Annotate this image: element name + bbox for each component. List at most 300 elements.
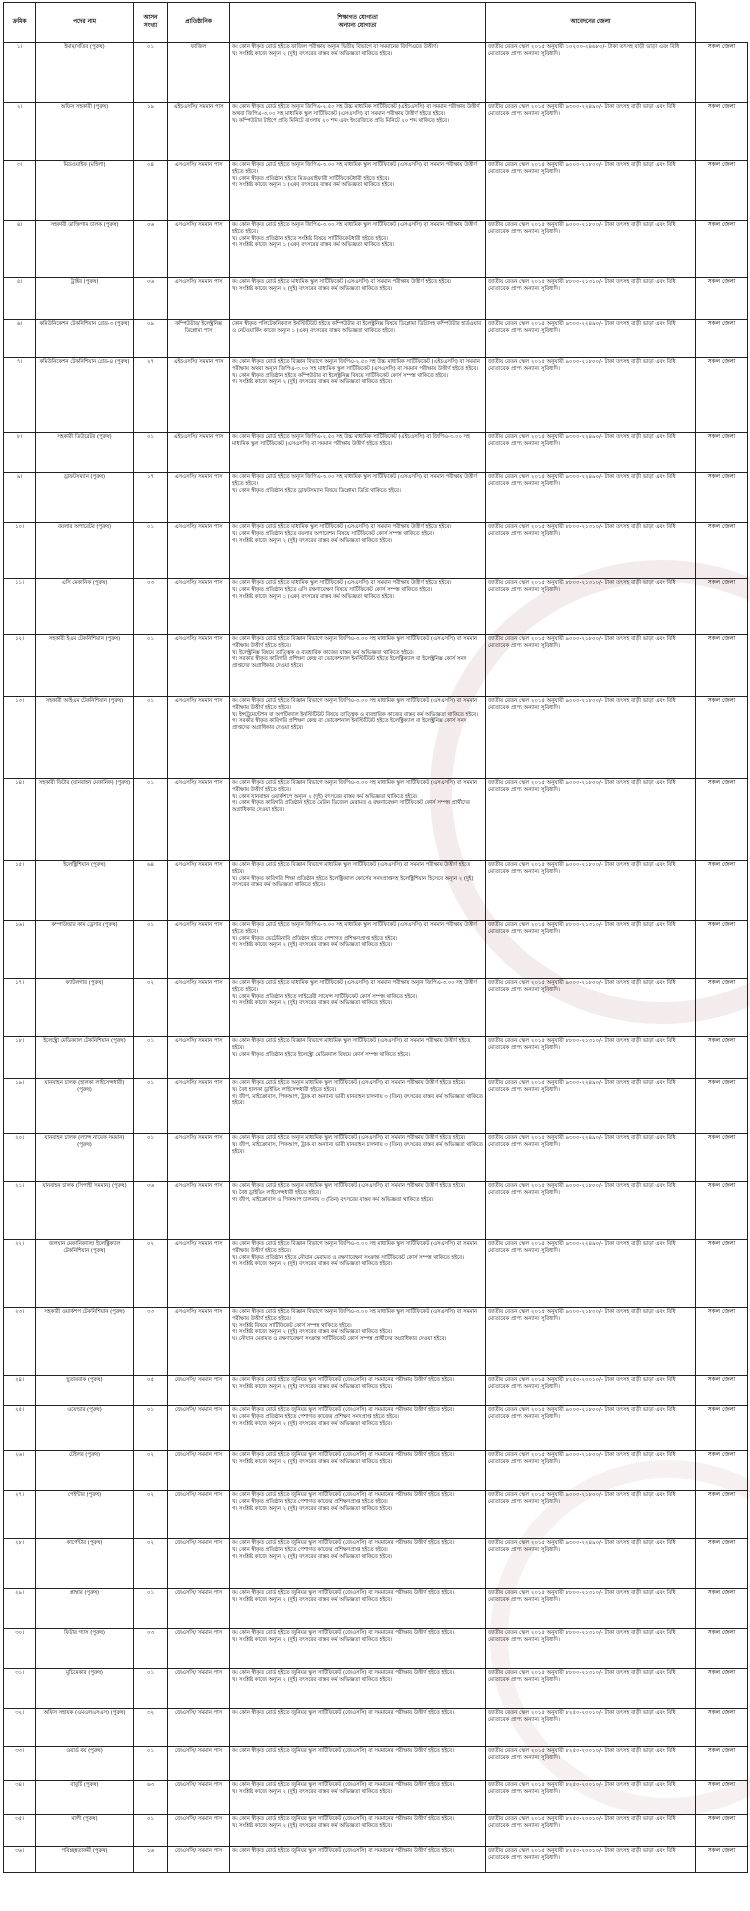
institutional-cell: জেএসসি/ সমমান পাস bbox=[168, 1539, 230, 1589]
seats-cell: ০১ bbox=[134, 1747, 168, 1781]
qualification-cell bbox=[230, 473, 486, 523]
post-name-cell: সহকারী ইএম টেকনিশিয়ান (পুরুষ) bbox=[36, 635, 134, 697]
post-name-cell: মিডওয়াইফ (মহিলা) bbox=[36, 161, 134, 221]
salary-cell: জাতীয় বেতন স্কেল ২০১৫ অনুযায়ী ৯০০০-২১৮০০/- টাকা তৎসহ বাড়ী ভাড়া এবং বিধি মোতাবেক প্রাপ্য অন্যান্য সুবিধাদি। bbox=[486, 779, 696, 861]
qualification-cell bbox=[230, 1376, 486, 1406]
table-row bbox=[4, 43, 748, 103]
district-cell: সকল জেলা bbox=[696, 635, 748, 697]
post-name-cell: কার্পেন্টার (পুরুষ) bbox=[36, 1539, 134, 1589]
salary-cell: জাতীয় বেতন স্কেল ২০১৫ অনুযায়ী ৮৮০০-২১৩১০/- টাকা তৎসহ বাড়ী ভাড়া এবং বিধি মোতাবেক প্রাপ্য অন্যান্য সুবিধাদি। bbox=[486, 1669, 696, 1709]
salary-cell: জাতীয় বেতন স্কেল ২০১৫ অনুযায়ী ৮২৫০-২০০১০/- টাকা তৎসহ বাড়ী ভাড়া এবং বিধি মোতাবেক প্রাপ্য অন্যান্য সুবিধাদি। bbox=[486, 1376, 696, 1406]
salary-cell: জাতীয় বেতন স্কেল ২০১৫ অনুযায়ী ৯৩০০-২২৪৯০/- টাকা তৎসহ বাড়ী ভাড়া এবং বিধি মোতাবেক প্রাপ্য অন্যান্য সুবিধাদি। bbox=[486, 103, 696, 161]
serial-cell: ১২। bbox=[4, 635, 36, 697]
post-name-cell: অফিস সহায়ক (এমএলএসএস) (পুরুষ) bbox=[36, 1709, 134, 1747]
institutional-cell: এইচএসসি/ সমমান পাস bbox=[168, 103, 230, 161]
table-row bbox=[4, 1406, 748, 1451]
table-row bbox=[4, 861, 748, 921]
qualification-line: খ। কোন স্বীকৃত প্রতিষ্ঠান হইতে বয়লার অপারেশন বিষয়ে সার্টিফিকেট কোর্স সম্পন্ন থাকিতে হইবে। bbox=[232, 530, 434, 537]
qualification-line: ক। কোন স্বীকৃত বোর্ড হইতে অন্যূন মাধ্যমিক স্কুল সার্টিফিকেট (এসএসসি) বা সমমান পরীক্ষায় উত্তীর্ণ হইতে হইবে। bbox=[232, 1183, 466, 1190]
post-name-cell: ইলেক্ট্রিশিয়ান (পুরুষ) bbox=[36, 861, 134, 921]
post-name-cell: জলযান মেকানিক্যাল/ ইলেক্ট্রিক্যাল টেকনিশিয়ান (পুরুষ) bbox=[36, 1240, 134, 1308]
serial-cell: ১০। bbox=[4, 523, 36, 579]
qualification-line: খ। সংশ্লিষ্ট বিষয়ে সার্টিফিকেট কোর্স সম্পন্ন থাকিতে হইবে। bbox=[232, 1322, 352, 1329]
qualification-cell bbox=[230, 278, 486, 320]
table-row bbox=[4, 473, 748, 523]
serial-cell: ১৭। bbox=[4, 979, 36, 1037]
district-cell: সকল জেলা bbox=[696, 161, 748, 221]
qualification-line: গ। সরকার স্বীকৃত কারিগরি প্রশিক্ষণ কেন্দ্র বা ভোকেশনাল ইনস্টিটিউট হইতে ইলেক্ট্রিক্যাল বা ইলেক্ট্রনিক্স কোর্স সনদ প্রাপ্তদের অগ্রাধিকার দেওয়া হইবে। bbox=[232, 718, 467, 732]
qualification-line: ক। কোন স্বীকৃত বোর্ড হইতে বিজ্ঞান বিভাগে অন্যূন জিপিএ-৩.০০ সহ মাধ্যমিক স্কুল সার্টিফিকেট (এসএসসি) বা সমমান পরীক্ষায় উত্তীর্ণ হইতে হইবে। bbox=[232, 698, 478, 711]
qualification-line: ক। কোন স্বীকৃত বোর্ড হইতে মাধ্যমিক স্কুল সার্টিফিকেট (এসএসসি) বা সমমান পরীক্ষায় অন্যূন জিপিএ-৩.০০ সহ উত্তীর্ণ হইতে হইবে। bbox=[232, 980, 477, 993]
seats-cell: ১৯ bbox=[134, 103, 168, 161]
qualification-line: খ। সংশ্লিষ্ট কাজে অন্যূন ২ (দুই) বৎসরের বাস্তব কর্ম অভিজ্ঞতা থাকিতে হইবে। bbox=[232, 1822, 393, 1829]
serial-cell: ২৯। bbox=[4, 1589, 36, 1629]
qualification-line: গ। কোন স্বীকৃত কারিগরি প্রতিষ্ঠান হইতে মেরিন ডিজেল মেরামত ও রক্ষণাবেক্ষণ সার্টিফিকেট কোর্স সম্পন্ন প্রার্থীদের অগ্রাধিকার দেওয়া হইবে। bbox=[232, 800, 470, 814]
qualification-line: খ। সংশ্লিষ্ট কাজে অন্যূন ২ (দুই) বৎসরের বাস্তব কর্ম অভিজ্ঞতা থাকিতে হইবে। bbox=[232, 1383, 393, 1390]
district-cell: সকল জেলা bbox=[696, 1781, 748, 1815]
seats-cell: ০১ bbox=[134, 523, 168, 579]
qualification-line: গ। সংশ্লিষ্ট কাজে অন্যূন ২ (দুই) বৎসরের বাস্তব কর্ম অভিজ্ঞতা থাকিতে হইবে। bbox=[232, 1553, 393, 1560]
qualification-line: খ। সংশ্লিষ্ট কাজে অন্যূন ২ (দুই) বৎসরের বাস্তব কর্ম অভিজ্ঞতা থাকিতে হইবে। bbox=[232, 285, 393, 292]
qualification-line: ক। কোন স্বীকৃত বোর্ড হইতে বিজ্ঞান বিভাগে অন্যূন জিপিএ-৩.০০ সহ মাধ্যমিক স্কুল সার্টিফিকেট (এসএসসি) বা সমমান পরীক্ষায় উত্তীর্ণ হইতে হইবে। bbox=[232, 1309, 478, 1322]
post-name-cell: সহকারী আইএম টেকনিশিয়ান (পুরুষ) bbox=[36, 697, 134, 779]
table-body bbox=[4, 43, 748, 1873]
seats-cell: ০২ bbox=[134, 979, 168, 1037]
post-name-cell: ট্রাক্টর (পুরুষ) bbox=[36, 278, 134, 320]
institutional-cell: জেএসসি/ সমমান পাস bbox=[168, 1406, 230, 1451]
district-cell: সকল জেলা bbox=[696, 861, 748, 921]
table-row bbox=[4, 1781, 748, 1815]
institutional-cell: ফাজিল bbox=[168, 43, 230, 103]
institutional-cell: জেএসসি/ সমমান পাস bbox=[168, 1847, 230, 1873]
post-name-cell: কমিউনিকেশন টেকনিশিয়ান গ্রেড-৩ (পুরুষ) bbox=[36, 320, 134, 358]
post-name-cell: বয়লার অপারেটর (পুরুষ) bbox=[36, 523, 134, 579]
institutional-cell: এসএসসি/ সমমান পাস bbox=[168, 979, 230, 1037]
serial-cell: ২৬। bbox=[4, 1451, 36, 1491]
post-name-cell: যানবাহন চালক (হালকা লাইসেন্সধারী) (পুরুষ) bbox=[36, 1079, 134, 1134]
header-other-qualification-label: অন্যান্য যোগ্যতা bbox=[338, 22, 377, 29]
seats-cell: ০১ bbox=[134, 1589, 168, 1629]
qualification-cell bbox=[230, 579, 486, 635]
qualification-line: খ। কোন স্বীকৃত প্রতিষ্ঠান হইতে পেশাগত কাজের প্রশিক্ষণপ্রাপ্ত হইতে হইবে। bbox=[232, 1546, 388, 1553]
header-district: আবেদনের জেলা bbox=[486, 3, 696, 43]
salary-cell: জাতীয় বেতন স্কেল ২০১৫ অনুযায়ী ৮৮০০-২১৩১০/- টাকা তৎসহ বাড়ী ভাড়া এবং বিধি মোতাবেক প্রাপ্য অন্যান্য সুবিধাদি। bbox=[486, 523, 696, 579]
post-name-cell: সহকারী ডাক্তিগাম চালক (পুরুষ) bbox=[36, 221, 134, 278]
qualification-cell bbox=[230, 1629, 486, 1669]
qualification-cell bbox=[230, 1747, 486, 1781]
institutional-cell: জেএসসি/ সমমান পাস bbox=[168, 1815, 230, 1847]
district-cell: সকল জেলা bbox=[696, 473, 748, 523]
district-cell: সকল জেলা bbox=[696, 1709, 748, 1747]
qualification-cell bbox=[230, 1182, 486, 1240]
qualification-cell bbox=[230, 1589, 486, 1629]
table-row bbox=[4, 1134, 748, 1182]
qualification-line: গ। সংশ্লিষ্ট কাজে অন্যূন ২ (দুই) বৎসরের বাস্তব কর্ম অভিজ্ঞতা থাকিতে হইবে। bbox=[232, 537, 393, 544]
qualification-line: খ। কোন স্বীকৃত প্রতিষ্ঠান হইতে ইলেক্ট্রো মেডিক্যাল বিষয়ে কোর্স সম্পন্ন থাকিতে হইবে। bbox=[232, 1051, 410, 1058]
qualification-line: খ। কোন স্বীকৃত প্রতিষ্ঠান হইতে পেশাগত কাজের প্রশিক্ষণ সনদপ্রাপ্ত হইতে হইবে। bbox=[232, 1413, 399, 1420]
district-cell: সকল জেলা bbox=[696, 523, 748, 579]
institutional-cell: জেএসসি/ সমমান পাস bbox=[168, 1376, 230, 1406]
table-row bbox=[4, 1451, 748, 1491]
post-name-cell: ছুতারবাক (পুরুষ) bbox=[36, 1376, 134, 1406]
salary-cell: জাতীয় বেতন স্কেল ২০১৫ অনুযায়ী ৯৩০০-২২৪৯০/- টাকা তৎসহ বাড়ী ভাড়া এবং বিধি মোতাবেক প্রাপ্য অন্যান্য সুবিধাদি। bbox=[486, 1240, 696, 1308]
seats-cell: ০১ bbox=[134, 1669, 168, 1709]
post-name-cell: মালী (পুরুষ) bbox=[36, 1815, 134, 1847]
qualification-cell bbox=[230, 1451, 486, 1491]
qualification-cell bbox=[230, 320, 486, 358]
qualification-line: ক। কোন স্বীকৃত বোর্ড হইতে অন্যূন জিপিএ-২.৫০ সহ উচ্চ মাধ্যমিক সার্টিফিকেট (এইচএসসি) বা জিপিএ-৩.০০ সহ মাধ্যমিক স্কুল সার্টিফিকেট (এসএসসি) বা সমমান পরীক্ষায় উত্তীর্ণ হইতে হইবে। bbox=[232, 434, 470, 447]
qualification-cell bbox=[230, 161, 486, 221]
qualification-line: খ। ইলেক্ট্রনিক্স বিষয়ে তাত্ত্বিক ও ব্যবহারিক কাজের বাস্তব কর্ম অভিজ্ঞতা থাকিতে হইবে। bbox=[232, 649, 414, 656]
qualification-line: ক। কোন স্বীকৃত বোর্ড হইতে মাধ্যমিক স্কুল সার্টিফিকেট (এসএসসি) বা সমমান পরীক্ষায় উত্তীর্ণ হইতে হইবে। bbox=[232, 580, 452, 587]
qualification-line: খ। কোন স্বীকৃত প্রতিষ্ঠান হইতে এসি রক্ষণাবেক্ষণ বিষয়ে সার্টিফিকেট কোর্স সম্পন্ন থাকিতে হইবে। bbox=[232, 586, 432, 593]
salary-cell: জাতীয় বেতন স্কেল ২০১৫ অনুযায়ী ৯০০০-২১৮০০/- টাকা তৎসহ বাড়ী ভাড়া এবং বিধি মোতাবেক প্রাপ্য অন্যান্য সুবিধাদি। bbox=[486, 358, 696, 433]
qualification-line: ক। কোন স্বীকৃত বোর্ড হইতে অন্যূন জিপিএ-৩.০০ সহ মাধ্যমিক স্কুল সার্টিফিকেট (এসএসসি) বা সমমান পরীক্ষায় উত্তীর্ণ হইতে হইবে। bbox=[232, 162, 477, 175]
seats-cell: ০৩ bbox=[134, 579, 168, 635]
post-name-cell: ড্রাফটসম্যান (পুরুষ) bbox=[36, 473, 134, 523]
qualification-line: ক। কোন স্বীকৃত বোর্ড হইতে জুনিয়র স্কুল সার্টিফিকেট (জেএসসি) বা সমমানের পরীক্ষায় উত্তীর্ণ হইতে হইবে। bbox=[232, 1748, 454, 1755]
qualification-line: ক। কোন স্বীকৃত বোর্ড হইতে অন্যূন মাধ্যমিক স্কুল সার্টিফিকেট (এসএসসি) বা সমমান পরীক্ষায় উত্তীর্ণ হইতে হইবে। bbox=[232, 1080, 466, 1087]
qualification-cell bbox=[230, 523, 486, 579]
institutional-cell: এসএসসি/ সমমান পাস bbox=[168, 635, 230, 697]
post-name-cell: ইলেক্ট্রো মেডিক্যাল টেকনিশিয়ান (পুরুষ) bbox=[36, 1037, 134, 1079]
institutional-cell: এসএসসি/ সমমান পাস bbox=[168, 921, 230, 979]
salary-cell: জাতীয় বেতন স্কেল ২০১৫ অনুযায়ী ১০২০০-২৪৬৮০/- টাকা তৎসহ বাড়ী ভাড়া এবং বিধি মোতাবেক প্রাপ্য অন্যান্য সুবিধাদি। bbox=[486, 43, 696, 103]
district-cell: সকল জেলা bbox=[696, 1539, 748, 1589]
salary-cell: জাতীয় বেতন স্কেল ২০১৫ অনুযায়ী ৮৮০০-২১৩১০/- টাকা তৎসহ বাড়ী ভাড়া এবং বিধি মোতাবেক প্রাপ্য অন্যান্য সুবিধাদি। bbox=[486, 579, 696, 635]
serial-cell: ২৩। bbox=[4, 1308, 36, 1376]
institutional-cell: এসএসসি/ সমমান পাস bbox=[168, 523, 230, 579]
qualification-line: খ। সংশ্লিষ্ট কাজে অন্যূন ২ (দুই) বৎসরের বাস্তব কর্ম অভিজ্ঞতা থাকিতে হইবে। bbox=[232, 1788, 393, 1795]
qualification-line: গ। সংশ্লিষ্ট কাজে অন্যূন ২ (দুই) বৎসরের বাস্তব কর্ম অভিজ্ঞতা থাকিতে হইবে। bbox=[232, 1329, 393, 1336]
qualification-line: খ। সংশ্লিষ্ট কাজে অন্যূন ২ (দুই) বৎসরের বাস্তব কর্ম অভিজ্ঞতা থাকিতে হইবে। bbox=[232, 50, 393, 57]
table-row bbox=[4, 161, 748, 221]
qualification-line: ক। কোন স্বীকৃত বোর্ড হইতে বিজ্ঞান বিভাগে মাধ্যমিক স্কুল সার্টিফিকেট (এসএসসি) বা সমমান পরীক্ষায় উত্তীর্ণ হইতে হইবে। bbox=[232, 862, 471, 875]
qualification-line: ক। কোন স্বীকৃত বোর্ড হইতে জুনিয়র স্কুল সার্টিফিকেট (জেএসসি) বা সমমানের পরীক্ষায় উত্তীর্ণ হইতে হইবে। bbox=[232, 1407, 454, 1414]
post-name-cell: সহকারী ফিটার (যানবাহন মেকানিক) (পুরুষ) bbox=[36, 779, 134, 861]
seats-cell: ০১ bbox=[134, 921, 168, 979]
seats-cell: ০২ bbox=[134, 1240, 168, 1308]
seats-cell: ০১ bbox=[134, 43, 168, 103]
salary-cell: জাতীয় বেতন স্কেল ২০১৫ অনুযায়ী ৯০০০-২১৮০০/- টাকা তৎসহ বাড়ী ভাড়া এবং বিধি মোতাবেক প্রাপ্য অন্যান্য সুবিধাদি। bbox=[486, 1491, 696, 1539]
table-row bbox=[4, 1308, 748, 1376]
post-name-cell: যানবাহন চালক (সিপাহী সমমান) (পুরুষ) bbox=[36, 1182, 134, 1240]
qualification-cell bbox=[230, 635, 486, 697]
header-post-name: পদের নাম bbox=[36, 3, 134, 43]
qualification-cell bbox=[230, 979, 486, 1037]
institutional-cell: জেএসসি/ সমমান পাস bbox=[168, 1781, 230, 1815]
qualification-cell bbox=[230, 1134, 486, 1182]
seats-cell: ০২ bbox=[134, 1539, 168, 1589]
district-cell: সকল জেলা bbox=[696, 43, 748, 103]
district-cell: সকল জেলা bbox=[696, 697, 748, 779]
table-row bbox=[4, 1589, 748, 1629]
salary-cell: জাতীয় বেতন স্কেল ২০১৫ অনুযায়ী ৮২৫০-২০০১০/- টাকা তৎসহ বাড়ী ভাড়া এবং বিধি মোতাবেক প্রাপ্য অন্যান্য সুবিধাদি। bbox=[486, 1781, 696, 1815]
serial-cell: ৩০। bbox=[4, 1629, 36, 1669]
salary-cell: জাতীয় বেতন স্কেল ২০১৫ অনুযায়ী ৮৮০০-২১৩১০/- টাকা তৎসহ বাড়ী ভাড়া এবং বিধি মোতাবেক প্রাপ্য অন্যান্য সুবিধাদি। bbox=[486, 1037, 696, 1079]
header-institutional: প্রাতিষ্ঠানিক bbox=[168, 3, 230, 43]
institutional-cell: জেএসসি/ সমমান পাস bbox=[168, 1629, 230, 1669]
table-row bbox=[4, 1669, 748, 1709]
institutional-cell: এইচএসসি/ সমমান পাস bbox=[168, 358, 230, 433]
seats-cell: ০৪ bbox=[134, 161, 168, 221]
salary-cell: জাতীয় বেতন স্কেল ২০১৫ অনুযায়ী ৯৩০০-২২৪৯০/- টাকা তৎসহ বাড়ী ভাড়া এবং বিধি মোতাবেক প্রাপ্য অন্যান্য সুবিধাদি। bbox=[486, 473, 696, 523]
salary-cell: জাতীয় বেতন স্কেল ২০১৫ অনুযায়ী ৮৮০০-২১৩১০/- টাকা তৎসহ বাড়ী ভাড়া এবং বিধি মোতাবেক প্রাপ্য অন্যান্য সুবিধাদি। bbox=[486, 921, 696, 979]
qualification-line: গ। সংশ্লিষ্ট কাজে অন্যূন ১ (এক) বৎসরের বাস্তব কর্ম অভিজ্ঞতা থাকিতে হইবে। bbox=[232, 593, 395, 600]
qualification-cell bbox=[230, 221, 486, 278]
district-cell: সকল জেলা bbox=[696, 1815, 748, 1847]
qualification-line: ক। কোন স্বীকৃত বোর্ড হইতে বিজ্ঞান বিভাগে মাধ্যমিক স্কুল সার্টিফিকেট (এসএসসি) বা সমমান পরীক্ষায় উত্তীর্ণ হইতে হইবে। bbox=[232, 1038, 471, 1051]
post-name-cell: ফিটার গ্যাস (পুরুষ) bbox=[36, 1629, 134, 1669]
post-name-cell: ক্যাটলগার (পুরুষ) bbox=[36, 979, 134, 1037]
district-cell: সকল জেলা bbox=[696, 1134, 748, 1182]
district-cell: সকল জেলা bbox=[696, 579, 748, 635]
serial-cell: ৪। bbox=[4, 221, 36, 278]
post-name-cell: প্লাম্বার (পুরুষ) bbox=[36, 1589, 134, 1629]
table-row bbox=[4, 1539, 748, 1589]
serial-cell: ৩। bbox=[4, 161, 36, 221]
institutional-cell: জেএসসি/ সমমান পাস bbox=[168, 1589, 230, 1629]
salary-cell: জাতীয় বেতন স্কেল ২০১৫ অনুযায়ী ৮২৫০-২০০১০/- টাকা তৎসহ বাড়ী ভাড়া এবং বিধি মোতাবেক প্রাপ্য অন্যান্য সুবিধাদি। bbox=[486, 1847, 696, 1873]
institutional-cell: জেএসসি/ সমমান পাস bbox=[168, 1747, 230, 1781]
post-name-cell: পরিচ্ছন্নতাকর্মী (পুরুষ) bbox=[36, 1847, 134, 1873]
district-cell: সকল জেলা bbox=[696, 1182, 748, 1240]
serial-cell: ১৯। bbox=[4, 1079, 36, 1134]
qualification-cell bbox=[230, 1539, 486, 1589]
qualification-cell bbox=[230, 1669, 486, 1709]
qualification-line: খ। বৈধ হালকা ড্রাইভিং লাইসেন্সধারী হইতে হইবে। bbox=[232, 1086, 337, 1093]
salary-cell: জাতীয় বেতন স্কেল ২০১৫ অনুযায়ী ৮২৫০-২০০১০/- টাকা তৎসহ বাড়ী ভাড়া এবং বিধি মোতাবেক প্রাপ্য অন্যান্য সুবিধাদি। bbox=[486, 1709, 696, 1747]
salary-cell: জাতীয় বেতন স্কেল ২০১৫ অনুযায়ী ৮৮০০-২১৩১০/- টাকা তৎসহ বাড়ী ভাড়া এবং বিধি মোতাবেক প্রাপ্য অন্যান্য সুবিধাদি। bbox=[486, 278, 696, 320]
qualification-line: ক। কোন স্বীকৃত বোর্ড হইতে জুনিয়র স্কুল সার্টিফিকেট (জেএসসি) বা সমমানের পরীক্ষায় উত্তীর্ণ হইতে হইবে। bbox=[232, 1452, 454, 1459]
qualification-line: গ। সংশ্লিষ্ট কাজে অন্যূন ২ (দুই) বৎসরের বাস্তব কর্ম অভিজ্ঞতা থাকিতে হইবে। bbox=[232, 1000, 393, 1007]
district-cell: সকল জেলা bbox=[696, 320, 748, 358]
district-cell: সকল জেলা bbox=[696, 1037, 748, 1079]
qualification-line: গ। সংশ্লিষ্ট কাজে অন্যূন ১ (এক) বৎসরের বাস্তব কর্ম অভিজ্ঞতা থাকিতে হইবে। bbox=[232, 182, 395, 189]
salary-cell: জাতীয় বেতন স্কেল ২০১৫ অনুযায়ী ৯০০০-২১৮০০/- টাকা তৎসহ বাড়ী ভাড়া এবং বিধি মোতাবেক প্রাপ্য অন্যান্য সুবিধাদি। bbox=[486, 1451, 696, 1491]
post-name-cell: সহকারী ডিউরেটর (পুরুষ) bbox=[36, 433, 134, 473]
table-row bbox=[4, 278, 748, 320]
seats-cell: ০৩ bbox=[134, 1629, 168, 1669]
qualification-line: ক। কোন স্বীকৃত বোর্ড হইতে বিজ্ঞান বিভাগে অন্যূন জিপিএ-৩.০০ সহ মাধ্যমিক স্কুল সার্টিফিকেট (এসএসসি) বা সমমান পরীক্ষায় উত্তীর্ণ হইতে হইবে। bbox=[232, 636, 478, 649]
seats-cell: ১৭ bbox=[134, 473, 168, 523]
qualification-line: খ। সংশ্লিষ্ট কাজে অন্যূন ২ (দুই) বৎসরের বাস্তব কর্ম অভিজ্ঞতা থাকিতে হইবে। bbox=[232, 1458, 393, 1465]
salary-cell: জাতীয় বেতন স্কেল ২০১৫ অনুযায়ী ৯০০০-২১৮০০/- টাকা তৎসহ বাড়ী ভাড়া এবং বিধি মোতাবেক প্রাপ্য অন্যান্য সুবিধাদি। bbox=[486, 635, 696, 697]
salary-cell: জাতীয় বেতন স্কেল ২০১৫ অনুযায়ী ৯৩০০-২২৪৯০/- টাকা তৎসহ বাড়ী ভাড়া এবং বিধি মোতাবেক প্রাপ্য অন্যান্য সুবিধাদি। bbox=[486, 1079, 696, 1134]
qualification-cell bbox=[230, 358, 486, 433]
qualification-line: ক। কোন স্বীকৃত বোর্ড হইতে বিজ্ঞান বিভাগে অন্যূন জিপিএ-২.৫০ সহ উচ্চ মাধ্যমিক সার্টিফিকেট (এইচএসসি) বা সমমান পরীক্ষায় অথবা অন্যূন জিপিএ-৩.০০ সহ মাধ্যমিক স্কুল সার্টিফিকেট (এসএসসি) বা সমমান পরীক্ষায় উত্তীর্ণ হইতে হইবে। bbox=[232, 359, 480, 372]
seats-cell: ০৬ bbox=[134, 221, 168, 278]
serial-cell: ২৫। bbox=[4, 1406, 36, 1451]
district-cell: সকল জেলা bbox=[696, 1629, 748, 1669]
salary-cell: জাতীয় বেতন স্কেল ২০১৫ অনুযায়ী ৮২৫০-২০০১০/- টাকা তৎসহ বাড়ী ভাড়া এবং বিধি মোতাবেক প্রাপ্য অন্যান্য সুবিধাদি। bbox=[486, 1815, 696, 1847]
qualification-line: ক। কোন স্বীকৃত বোর্ড হইতে জুনিয়র স্কুল সার্টিফিকেট (জেএসসি) বা সমমানের পরীক্ষায় উত্তীর্ণ হইতে হইবে। bbox=[232, 1492, 454, 1499]
table-row bbox=[4, 1182, 748, 1240]
table-row bbox=[4, 1847, 748, 1873]
institutional-cell: এসএসসি/ সমমান পাস bbox=[168, 221, 230, 278]
serial-cell: ৩৪। bbox=[4, 1781, 36, 1815]
seats-cell: ০১ bbox=[134, 635, 168, 697]
qualification-line: ক। কোন স্বীকৃত বোর্ড হইতে জুনিয়র স্কুল সার্টিফিকেট (জেএসসি) বা সমমানের পরীক্ষায় উত্তীর্ণ হইতে হইবে। bbox=[232, 1670, 454, 1677]
qualification-line: গ। সংশ্লিষ্ট কাজে অন্যূন ১ (এক) বৎসরের বাস্তব কর্ম অভিজ্ঞতা থাকিতে হইবে। bbox=[232, 242, 395, 249]
qualification-line: খ। কম্পিউটার টাইপে প্রতি মিনিটে বাংলায় ২০ শব্দ এবং ইংরেজিতে প্রতি মিনিটে ২০ শব্দ থাকিতে হইবে। bbox=[232, 117, 449, 124]
job-circular-table bbox=[3, 2, 748, 1873]
table-row bbox=[4, 221, 748, 278]
seats-cell: ০২ bbox=[134, 1451, 168, 1491]
post-name-cell: ওয়ার্ড বয় (পুরুষ) bbox=[36, 1747, 134, 1781]
district-cell: সকল জেলা bbox=[696, 1491, 748, 1539]
seats-cell: ৬৪ bbox=[134, 861, 168, 921]
institutional-cell: এইচএসসি/ সমমান পাস bbox=[168, 433, 230, 473]
qualification-line: গ। জীপ, মাইক্রোবাস, পিকআপ, ট্রাক বা অন্যান্য ভারী যানবাহন চালনায় ৩ (তিন) বৎসরের বাস্তব কর্ম অভিজ্ঞতা থাকিতে হইবে। bbox=[232, 1093, 483, 1107]
table-row bbox=[4, 1037, 748, 1079]
qualification-line: ক। কোন স্বীকৃত বোর্ড হইতে বিজ্ঞান বিভাগে অন্যূন জিপিএ-৩.০০ সহ মাধ্যমিক স্কুল সার্টিফিকেট (এসএসসি) বা সমমান পরীক্ষায় উত্তীর্ণ হইতে হইবে। bbox=[232, 780, 478, 793]
post-name-cell: কম্পাউন্ডার কাম ড্রেসার (পুরুষ) bbox=[36, 921, 134, 979]
seats-cell: ২৭ bbox=[134, 358, 168, 433]
qualification-line: ক। কোন স্বীকৃত বোর্ড হইতে জুনিয়র স্কুল সার্টিফিকেট (জেএসসি) বা সমমানের পরীক্ষায় উত্তীর্ণ হইতে হইবে। bbox=[232, 1540, 454, 1547]
seats-cell: ০১ bbox=[134, 1134, 168, 1182]
table-row bbox=[4, 1709, 748, 1747]
salary-cell: জাতীয় বেতন স্কেল ২০১৫ অনুযায়ী ৯৩০০-২২৪৯০/- টাকা তৎসহ বাড়ী ভাড়া এবং বিধি মোতাবেক প্রাপ্য অন্যান্য সুবিধাদি। bbox=[486, 1134, 696, 1182]
table-row bbox=[4, 1240, 748, 1308]
post-name-cell: ইমাম/খতিব (পুরুষ) bbox=[36, 43, 134, 103]
district-cell: সকল জেলা bbox=[696, 1589, 748, 1629]
salary-cell: জাতীয় বেতন স্কেল ২০১৫ অনুযায়ী ৮৮০০-২১৩১০/- টাকা তৎসহ বাড়ী ভাড়া এবং বিধি মোতাবেক প্রাপ্য অন্যান্য সুবিধাদি। bbox=[486, 1589, 696, 1629]
serial-cell: ৮। bbox=[4, 433, 36, 473]
salary-cell: জাতীয় বেতন স্কেল ২০১৫ অনুযায়ী ৮২৫০-২০০১০/- টাকা তৎসহ বাড়ী ভাড়া এবং বিধি মোতাবেক প্রাপ্য অন্যান্য সুবিধাদি। bbox=[486, 1747, 696, 1781]
qualification-line: খ। বৈধ ড্রাইভিং লাইসেন্সধারী হইতে হইবে। bbox=[232, 1189, 321, 1196]
district-cell: সকল জেলা bbox=[696, 1079, 748, 1134]
qualification-line: খ। জীপ, মাইক্রোবাস, পিকআপ, ট্রাক বা অন্যান্য ভারী যানবাহন চালনায় ৩ (তিন) বৎসরের বাস্তব কর্ম অভিজ্ঞতা থাকিতে হইবে। bbox=[232, 1141, 483, 1155]
institutional-cell: জেএসসি/ সমমান পাস bbox=[168, 1669, 230, 1709]
institutional-cell: জেএসসি/ সমমান পাস bbox=[168, 1451, 230, 1491]
seats-cell: ০১ bbox=[134, 697, 168, 779]
post-name-cell: টেইলর (পুরুষ) bbox=[36, 1451, 134, 1491]
institutional-cell: কম্পিউটার/ ইলেক্ট্রনিক্স ডিপ্লোমা পাস bbox=[168, 320, 230, 358]
qualification-line: খ। কোন স্বীকৃত প্রতিষ্ঠান হইতে লাইব্রেরী সায়েন্স সার্টিফিকেট কোর্স সম্পন্ন থাকিতে হইবে। bbox=[232, 993, 418, 1000]
serial-cell: ৬। bbox=[4, 320, 36, 358]
qualification-line: ক। কোন স্বীকৃত বোর্ড হইতে জুনিয়র স্কুল সার্টিফিকেট (জেএসসি) বা সমমানের পরীক্ষায় উত্তীর্ণ হইতে হইবে। bbox=[232, 1816, 454, 1823]
salary-cell: জাতীয় বেতন স্কেল ২০১৫ অনুযায়ী ৯৩০০-২২৪৯০/- টাকা তৎসহ বাড়ী ভাড়া এবং বিধি মোতাবেক প্রাপ্য অন্যান্য সুবিধাদি। bbox=[486, 1539, 696, 1589]
table-row bbox=[4, 1747, 748, 1781]
qualification-line: ক। কোন স্বীকৃত বোর্ড হইতে জুনিয়র স্কুল সার্টিফিকেট (জেএসসি) বা সমমানের পরীক্ষায় উত্তীর্ণ হইতে হইবে। bbox=[232, 1590, 454, 1597]
table-row bbox=[4, 320, 748, 358]
serial-cell: ১। bbox=[4, 43, 36, 103]
header-education-label: শিক্ষাগত যোগ্যতা bbox=[337, 15, 378, 22]
table-header-row bbox=[4, 3, 748, 43]
table-row bbox=[4, 1376, 748, 1406]
institutional-cell: এসএসসি/ সমমান পাস bbox=[168, 161, 230, 221]
serial-cell: ২৮। bbox=[4, 1539, 36, 1589]
qualification-line: খ। কোন স্বীকৃত প্রতিষ্ঠান হইতে মিডওয়াইফারী সার্টিফিকেটধারী হইতে হইবে। bbox=[232, 175, 390, 182]
serial-cell: ৩৩। bbox=[4, 1747, 36, 1781]
district-cell: সকল জেলা bbox=[696, 358, 748, 433]
qualification-cell bbox=[230, 1847, 486, 1873]
institutional-cell: এসএসসি/ সমমান পাস bbox=[168, 861, 230, 921]
qualification-line: খ। কোন যানবাহন ওয়ার্কশপে অন্যূন ২ (দুই) বৎসরের বাস্তব কর্ম অভিজ্ঞতা থাকিতে হইবে। bbox=[232, 793, 418, 800]
seats-cell: ৩২ bbox=[134, 1709, 168, 1747]
table-row bbox=[4, 1629, 748, 1669]
institutional-cell: এসএসসি/ সমমান পাস bbox=[168, 278, 230, 320]
qualification-line: খ। ইন্সট্রুমেন্টেশন বা অপটিক্যাল ইনস্টিটিউট বিষয়ে তাত্ত্বিক ও ব্যবহারিক কাজের বাস্তব কর্ম অভিজ্ঞতা থাকিতে হইবে। bbox=[232, 711, 478, 718]
institutional-cell: এসএসসি/ সমমান পাস bbox=[168, 579, 230, 635]
table-row bbox=[4, 1491, 748, 1539]
salary-cell: জাতীয় বেতন স্কেল ২০১৫ অনুযায়ী ৯০০০-২১৮০০/- টাকা তৎসহ বাড়ী ভাড়া এবং বিধি মোতাবেক প্রাপ্য অন্যান্য সুবিধাদি। bbox=[486, 1182, 696, 1240]
serial-cell: ২৭। bbox=[4, 1491, 36, 1539]
table-row bbox=[4, 523, 748, 579]
qualification-line: ঘ। নৌযান মেরামত ও রক্ষণাবেক্ষণ সংক্রান্ত সার্টিফিকেট কোর্স সম্পন্ন প্রার্থীদের অগ্রাধিকার দেওয়া হইবে। bbox=[232, 1336, 447, 1343]
institutional-cell: এসএসসি/ সমমান পাস bbox=[168, 1079, 230, 1134]
salary-cell: জাতীয় বেতন স্কেল ২০১৫ অনুযায়ী ৯০০০-২১৮০০/- টাকা তৎসহ বাড়ী ভাড়া এবং বিধি মোতাবেক প্রাপ্য অন্যান্য সুবিধাদি। bbox=[486, 161, 696, 221]
table-row bbox=[4, 1815, 748, 1847]
serial-cell: ১৬। bbox=[4, 921, 36, 979]
qualification-line: ক। কোন স্বীকৃত বোর্ড হইতে জুনিয়র স্কুল সার্টিফিকেট (জেএসসি) বা সমমানের পরীক্ষায় উত্তীর্ণ হইতে হইবে। bbox=[232, 1710, 454, 1717]
table-row bbox=[4, 635, 748, 697]
serial-cell: ১৮। bbox=[4, 1037, 36, 1079]
district-cell: সকল জেলা bbox=[696, 1376, 748, 1406]
post-name-cell: সহকারী ওয়ার্কশপ টেকনিশিয়ান (পুরুষ) bbox=[36, 1308, 134, 1376]
qualification-cell bbox=[230, 1781, 486, 1815]
salary-cell: জাতীয় বেতন স্কেল ২০১৫ অনুযায়ী ৮৮০০-২১৩১০/- টাকা তৎসহ বাড়ী ভাড়া এবং বিধি মোতাবেক প্রাপ্য অন্যান্য সুবিধাদি। bbox=[486, 1629, 696, 1669]
qualification-line: ক। কোন স্বীকৃত বোর্ড হইতে অন্যূন জিপিএ-৩.০০ সহ মাধ্যমিক স্কুল সার্টিফিকেট (এসএসসি) বা সমমান পরীক্ষায় উত্তীর্ণ হইতে হইবে। bbox=[232, 222, 477, 235]
institutional-cell: জেএসসি/ সমমান পাস bbox=[168, 1709, 230, 1747]
qualification-line: ক। কোন স্বীকৃত বোর্ড হইতে মাধ্যমিক স্কুল সার্টিফিকেট (এসএসসি) বা সমমান পরীক্ষায় উত্তীর্ণ হইতে হইবে। bbox=[232, 524, 452, 531]
qualification-line: খ। কোন স্বীকৃত প্রতিষ্ঠান হইতে নৌযান মেরামত ও রক্ষণাবেক্ষণ সংক্রান্ত সার্টিফিকেট কোর্স সম্পন্ন থাকিতে হইবে। bbox=[232, 1254, 464, 1261]
salary-cell: জাতীয় বেতন স্কেল ২০১৫ অনুযায়ী ৯০০০-২১৮০০/- টাকা তৎসহ বাড়ী ভাড়া এবং বিধি মোতাবেক প্রাপ্য অন্যান্য সুবিধাদি। bbox=[486, 221, 696, 278]
qualification-line: খ। সংশ্লিষ্ট কাজে অন্যূন ২ (দুই) বৎসরের বাস্তব কর্ম অভিজ্ঞতা থাকিতে হইবে। bbox=[232, 1596, 393, 1603]
post-name-cell: পেইন্টার (পুরুষ) bbox=[36, 1491, 134, 1539]
qualification-line: গ। জীপ, মাইক্রোবাস ও পিকআপ চালনায় ৩ (তিন) বৎসরের বাস্তব কর্ম অভিজ্ঞতা থাকিতে হইবে। bbox=[232, 1196, 434, 1203]
serial-cell: ৯। bbox=[4, 473, 36, 523]
header-seats: আসন সংখ্যা bbox=[134, 3, 168, 43]
serial-cell: ২০। bbox=[4, 1134, 36, 1182]
institutional-cell: এসএসসি/ সমমান পাস bbox=[168, 697, 230, 779]
seats-cell: ০৫ bbox=[134, 1376, 168, 1406]
qualification-line: ক। কোন স্বীকৃত বোর্ড হইতে অন্যূন জিপিএ-৩.০০ সহ মাধ্যমিক স্কুল সার্টিফিকেট (এসএসসি) বা সমমান পরীক্ষায় উত্তীর্ণ হইতে হইবে। bbox=[232, 474, 477, 487]
serial-cell: ১১। bbox=[4, 579, 36, 635]
qualification-cell bbox=[230, 779, 486, 861]
qualification-cell bbox=[230, 103, 486, 161]
qualification-line: গ। সংশ্লিষ্ট কাজে অন্যূন ২ (দুই) বৎসরের বাস্তব কর্ম অভিজ্ঞতা থাকিতে হইবে। bbox=[232, 1420, 393, 1427]
serial-cell: ৩৬। bbox=[4, 1847, 36, 1873]
qualification-line: ক। কোন স্বীকৃত বোর্ড হইতে অন্যূন জিপিএ-২.৫০ সহ উচ্চ মাধ্যমিক সার্টিফিকেট (এইচএসসি) বা সমমান পরীক্ষায় উত্তীর্ণ অথবা জিপিএ-৩.০০ সহ মাধ্যমিক স্কুল সার্টিফিকেট (এসএসসি) বা সমমান পরীক্ষায় উত্তীর্ণ হইতে হইবে। bbox=[232, 104, 480, 117]
header-education bbox=[230, 3, 486, 43]
seats-cell: ০১ bbox=[134, 1406, 168, 1451]
qualification-line: গ। সংশ্লিষ্ট কাজে অন্যূন ২ (দুই) বৎসরের বাস্তব কর্ম অভিজ্ঞতা থাকিতে হইবে। bbox=[232, 379, 393, 386]
serial-cell: ২৪। bbox=[4, 1376, 36, 1406]
table-row bbox=[4, 103, 748, 161]
qualification-line: গ। সরকার স্বীকৃত কারিগরি প্রশিক্ষণ কেন্দ্র বা ভোকেশনাল ইনস্টিটিউট হইতে ইলেক্ট্রিক্যাল বা ইলেক্ট্রনিক্স কোর্স সনদ প্রাপ্তদের অগ্রাধিকার দেওয়া হইবে। bbox=[232, 656, 467, 670]
seats-cell: ০৬ bbox=[134, 278, 168, 320]
qualification-cell bbox=[230, 1815, 486, 1847]
salary-cell: জাতীয় বেতন স্কেল ২০১৫ অনুযায়ী ৯০০০-২১৮০০/- টাকা তৎসহ বাড়ী ভাড়া এবং বিধি মোতাবেক প্রাপ্য অন্যান্য সুবিধাদি। bbox=[486, 1308, 696, 1376]
institutional-cell: এসএসসি/ সমমান পাস bbox=[168, 779, 230, 861]
qualification-cell bbox=[230, 433, 486, 473]
qualification-line: ক। কোন স্বীকৃত বোর্ড হইতে জুনিয়র স্কুল সার্টিফিকেট (জেএসসি) বা সমমানের পরীক্ষায় উত্তীর্ণ হইতে হইবে। bbox=[232, 1630, 454, 1637]
serial-cell: ২। bbox=[4, 103, 36, 161]
seats-cell: ০৩ bbox=[134, 1308, 168, 1376]
table-row bbox=[4, 433, 748, 473]
post-name-cell: বাবুর্চি (পুরুষ) bbox=[36, 1781, 134, 1815]
district-cell: সকল জেলা bbox=[696, 1451, 748, 1491]
qualification-cell bbox=[230, 43, 486, 103]
table-row bbox=[4, 697, 748, 779]
salary-cell: জাতীয় বেতন স্কেল ২০১৫ অনুযায়ী ৯০০০-২১৮০০/- টাকা তৎসহ বাড়ী ভাড়া এবং বিধি মোতাবেক প্রাপ্য অন্যান্য সুবিধাদি। bbox=[486, 861, 696, 921]
seats-cell: ০১ bbox=[134, 1079, 168, 1134]
qualification-line: ক। কোন স্বীকৃত বোর্ড হইতে ফাজিল পরীক্ষায় অন্যূন দ্বিতীয় বিভাগে বা সমমানের জিপিএতে উত্তীর্ণ। bbox=[232, 44, 439, 51]
qualification-line: খ। কোন স্বীকৃত প্রতিষ্ঠান হইতে ড্রাফটসম্যান বিষয়ে ডিপ্লোমা ডিগ্রি থাকিতে হইবে। bbox=[232, 487, 401, 494]
qualification-line: ক। কোন স্বীকৃত বোর্ড হইতে জুনিয়র স্কুল সার্টিফিকেট (জেএসসি) বা সমমানের পরীক্ষায় উত্তীর্ণ হইতে হইবে। bbox=[232, 1377, 454, 1384]
